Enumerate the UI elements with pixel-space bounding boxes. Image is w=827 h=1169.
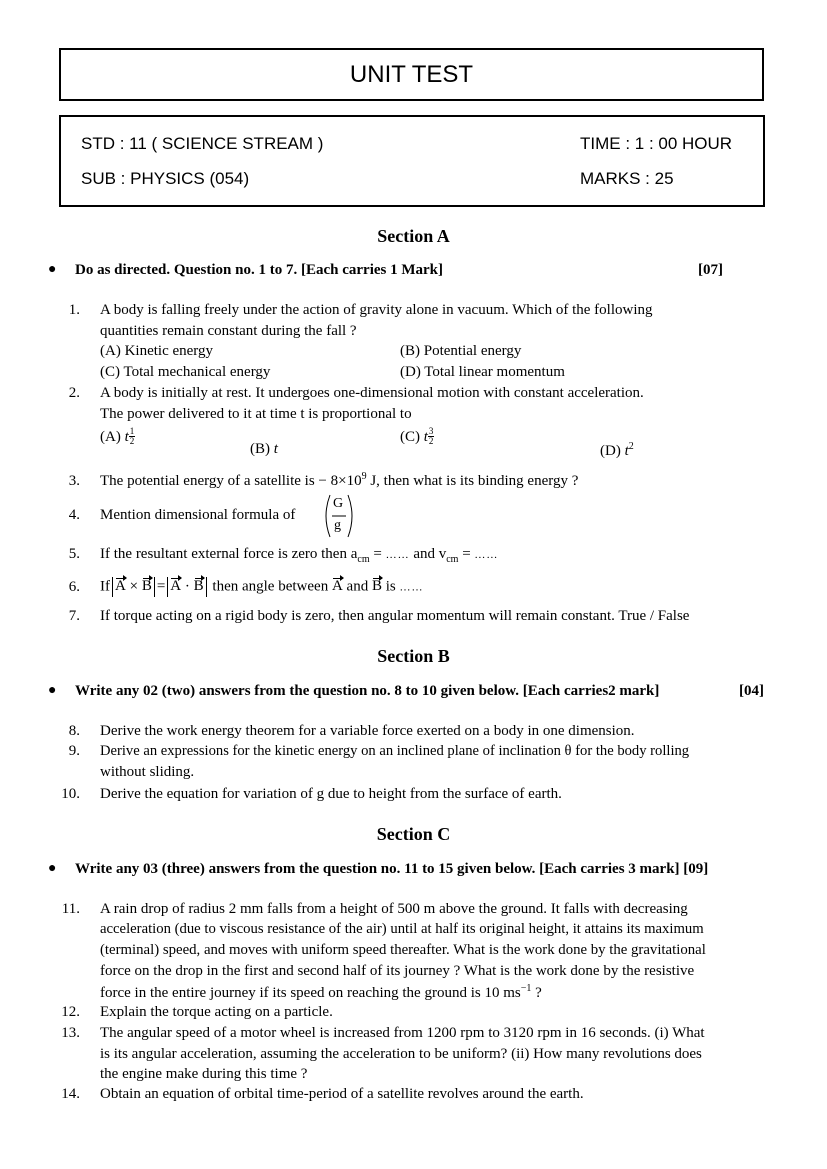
section-a-instruction: Do as directed. Question no. 1 to 7. [Each carries 1 Mark] [75,262,444,278]
vector-a: A [331,578,343,595]
option-label: (D) [600,443,621,459]
question-number: 9. [68,743,80,759]
option-d [600,441,634,460]
subject-label: SUB : PHYSICS (054) [81,169,250,188]
abs-bar [112,577,113,597]
blank-dots: …… [385,549,410,561]
question-text [100,983,542,1002]
option-d: (D) Total linear momentum [400,364,565,380]
option-label: (A) [100,429,121,445]
option-var: t [124,429,129,445]
option-b [250,441,278,458]
question-number: 13. [61,1025,80,1041]
question-text: If torque acting on a rigid body is zero, then angular momentum will remain constant. True / False [100,608,690,624]
vector-b: B [141,578,152,595]
question-text: quantities remain constant during the fall ? [100,323,357,339]
section-a-heading: Section A [377,226,450,246]
vector-b: B [371,578,382,595]
subscript: cm [357,554,370,565]
vector-a: A [170,578,182,595]
question-text [100,471,578,490]
section-a-marks: [07] [698,262,723,278]
denominator: g [334,518,341,533]
subscript: cm [446,554,459,565]
fraction-numerator: 1 [129,426,135,436]
fraction-denominator: 2 [129,436,135,446]
option-a [100,426,135,446]
question-text-part: then angle between [212,578,329,595]
abs-bar [206,577,207,597]
question-text [100,577,423,597]
question-text: Derive an expressions for the kinetic energy on an inclined plane of inclination θ for the body rolling [100,743,690,759]
question-text: the engine make during this time ? [100,1066,308,1082]
question-text-part: The potential energy of a satellite is [100,473,315,489]
blank-dots: …… [399,581,424,594]
question-number: 5. [68,546,80,562]
option-c [400,426,434,446]
fraction-numerator: 3 [428,426,434,436]
option-c: (C) Total mechanical energy [100,364,271,380]
question-text-part: If the resultant external force is zero then a [100,546,358,562]
fraction-denominator: 2 [428,436,434,446]
info-box [59,115,765,207]
cross-operator: × [129,578,139,595]
question-text: The angular speed of a motor wheel is increased from 1200 rpm to 3120 rpm in 16 seconds. (i) What [100,1025,705,1041]
title-box [59,48,764,101]
energy-value: − 8×10 [318,473,362,489]
time-label: TIME : 1 : 00 HOUR [580,134,733,153]
section-c-instruction: Write any 03 (three) answers from the question no. 11 to 15 given below. [Each carries 3 mark] [09] [75,861,709,877]
question-number: 2. [68,385,80,401]
option-a: (A) Kinetic energy [100,343,214,359]
equals-sign: = [462,546,471,562]
blank-dots: …… [474,549,499,561]
question-text: Explain the torque acting on a particle. [100,1004,333,1020]
question-text: A body is falling freely under the action of gravity alone in vacuum. Which of the following [100,302,653,318]
option-var: t [273,441,278,457]
question-number: 6. [68,579,80,595]
section-c-heading: Section C [376,824,451,844]
option-b: (B) Potential energy [400,343,522,359]
question-number: 7. [68,608,80,624]
question-number: 4. [68,507,80,523]
question-text: acceleration (due to viscous resistance of the air) until at half its original height, it attains its maximum [100,921,704,937]
question-number: 1. [68,302,80,318]
question-text-part: force in the entire journey if its speed on reaching the ground is 10 ms [100,985,521,1001]
question-text-part: If [100,578,110,595]
question-text: (terminal) speed, and moves with uniform speed thereafter. What is the work done by the gravitational [100,942,706,958]
question-text: A rain drop of radius 2 mm falls from a height of 500 m above the ground. It falls with decreasing [100,901,688,917]
question-text: A body is initially at rest. It undergoes one-dimensional motion with constant acceleration. [100,385,644,401]
question-text: Obtain an equation of orbital time-period of a satellite revolves around the earth. [100,1086,584,1102]
bullet-icon: ● [48,861,57,876]
dot-operator: · [184,578,190,595]
equals-sign: = [156,578,166,595]
abs-bar [167,577,168,597]
section-b-heading: Section B [377,646,450,666]
question-text-part: and [346,578,369,595]
vector-a: A [115,578,126,595]
exponent: −1 [520,983,532,994]
question-text: is its angular acceleration, assuming the acceleration to be uniform? (ii) How many revolutions does [100,1046,702,1062]
question-text: Mention dimensional formula of [100,507,296,523]
question-text-part: ? [535,985,542,1001]
question-number: 3. [68,473,80,489]
question-number: 12. [61,1004,80,1020]
question-number: 10. [61,786,80,802]
bullet-icon: ● [48,262,57,277]
option-label: (B) [250,441,270,457]
question-number: 11. [61,901,80,917]
question-text-part: is [385,578,396,595]
question-number: 8. [68,723,80,739]
option-label: (C) [400,429,420,445]
equals-sign: = [373,546,382,562]
vector-b: B [193,578,204,595]
page-title: UNIT TEST [349,61,474,88]
std-label: STD : 11 ( SCIENCE STREAM ) [81,134,324,153]
question-text: Derive the work energy theorem for a variable force exerted on a body in one dimension. [100,723,635,739]
question-text [100,546,498,565]
numerator: G [333,496,344,511]
marks-label: MARKS : 25 [580,169,674,188]
question-number: 14. [61,1086,80,1102]
section-b-marks: [04] [739,683,764,699]
question-text-part: J, then what is its binding energy ? [370,473,579,489]
option-var: t [423,429,428,445]
exponent: 9 [361,471,367,482]
exponent: 2 [628,441,634,452]
question-text: force on the drop in the first and second half of its journey ? What is the work done by the resistive [100,963,695,979]
bullet-icon: ● [48,683,57,698]
question-text-part: and v [413,546,447,562]
question-text: The power delivered to it at time t is proportional to [100,406,412,422]
fraction-g-over-g [323,493,355,539]
option-var: t [624,443,629,459]
question-text: without sliding. [100,764,195,780]
abs-bar [154,577,155,597]
question-text: Derive the equation for variation of g due to height from the surface of earth. [100,786,562,802]
section-b-instruction: Write any 02 (two) answers from the question no. 8 to 10 given below. [Each carries2 mark] [75,683,660,699]
